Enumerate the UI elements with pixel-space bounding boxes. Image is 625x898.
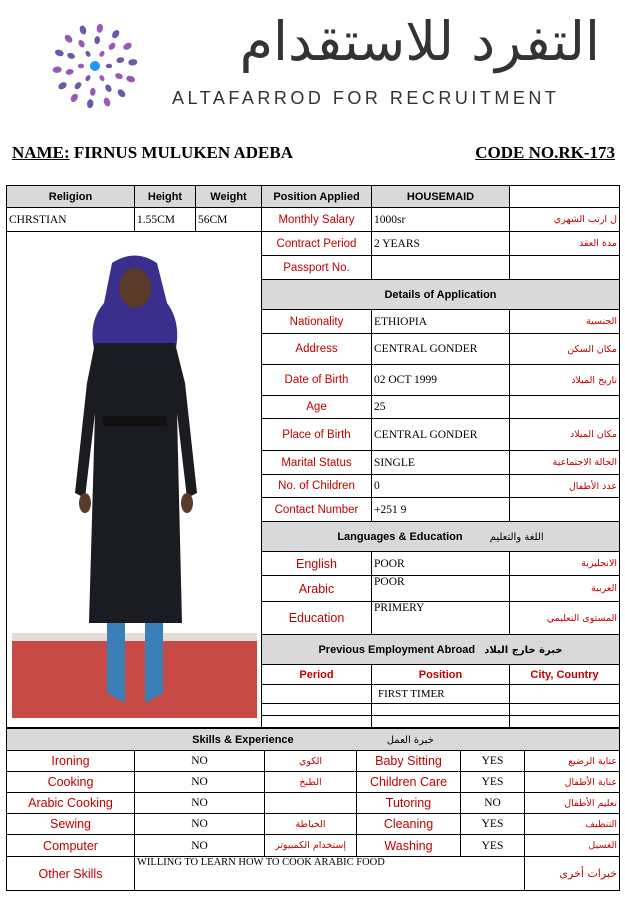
skill-value: NO [461,793,525,814]
skill-value: YES [461,835,525,857]
skill-arabic: عناية الرضيع [525,751,620,772]
skills-title-cell [7,729,620,751]
weight-value: 56CM [196,208,262,232]
employment-position-value: FIRST TIMER [372,685,510,704]
application-table [6,185,620,728]
logo-dot [73,81,82,91]
detail-label: No. of Children [262,475,372,498]
contract-label: Contract Period [262,232,372,256]
skill-arabic: عناية الأطفال [525,772,620,793]
logo-dot [77,39,86,49]
skill-value: NO [135,814,265,835]
detail-value: 0 [372,475,510,498]
skill-arabic: التنظيف [525,814,620,835]
language-value: POOR [372,576,510,602]
detail-label: Place of Birth [262,419,372,451]
logo-dot [116,88,127,99]
employment-title-arabic: خبرة خارج البلاد [484,644,563,656]
skills-title: Skills & Experience [192,733,294,746]
detail-label: Address [262,334,372,365]
contract-value: 2 YEARS [372,232,510,256]
skills-table [6,728,620,891]
education-arabic: المستوى التعليمي [510,602,620,635]
logo-dot [116,56,125,63]
skill-label: Tutoring [357,793,461,814]
detail-value: ETHIOPIA [372,310,510,334]
brand-arabic: التفرد للاستقدام [239,10,600,73]
detail-value: 25 [372,396,510,419]
logo-dot [94,36,100,44]
position-applied-value: HOUSEMAID [372,186,510,208]
employment-title-cell [262,635,620,665]
skill-arabic [265,793,357,814]
detail-arabic: عدد الأطفال [510,475,620,498]
height-header: Height [135,186,196,208]
logo-dot [69,92,79,103]
employment-empty [262,704,372,716]
details-title: Details of Application [262,280,620,310]
skill-label: Washing [357,835,461,857]
candidate-name-line [12,143,293,163]
skill-label: Ironing [7,751,135,772]
employment-empty [510,704,620,716]
detail-label: Contact Number [262,498,372,522]
skill-label: Cooking [7,772,135,793]
logo-dot [128,59,138,66]
skill-label: Baby Sitting [357,751,461,772]
language-label: Arabic [262,576,372,602]
employment-city-value [510,685,620,704]
skill-arabic: الخياطة [265,814,357,835]
logo-dot [52,66,62,73]
employment-empty [372,704,510,716]
weight-header: Weight [196,186,262,208]
employment-position-header: Position [372,665,510,685]
contract-arabic: مدة العقد [510,232,620,256]
contract-label: Monthly Salary [262,208,372,232]
other-skills-value: WILLING TO LEARN HOW TO COOK ARABIC FOOD [135,857,525,891]
education-value: PRIMERY [372,602,510,635]
employment-period-header: Period [262,665,372,685]
logo-dot [104,83,113,93]
skill-arabic: الكوي [265,751,357,772]
skill-value: NO [135,835,265,857]
logo-dot [98,50,105,58]
logo-dot [122,41,133,51]
languages-title-cell [262,522,620,552]
languages-title: Languages & Education [337,530,463,543]
logo-dot [63,33,74,44]
skill-label: Sewing [7,814,135,835]
position-applied-header: Position Applied [262,186,372,208]
logo-dot [111,29,121,40]
skill-label: Cleaning [357,814,461,835]
skill-arabic: الغسيل [525,835,620,857]
religion-value: CHRSTIAN [7,208,135,232]
detail-arabic: تاريخ الميلاد [510,365,620,396]
candidate-photo-image [7,233,262,723]
contract-value [372,256,510,280]
detail-value: 02 OCT 1999 [372,365,510,396]
skill-label: Arabic Cooking [7,793,135,814]
detail-arabic: الجنسية [510,310,620,334]
logo-dot [103,97,112,108]
detail-value: CENTRAL GONDER [372,419,510,451]
detail-value: +251 9 [372,498,510,522]
skill-value: NO [135,751,265,772]
skill-arabic: تعليم الأطفال [525,793,620,814]
skill-label: Children Care [357,772,461,793]
skill-value: NO [135,772,265,793]
logo-dot [66,52,76,60]
other-skills-arabic: خبرات أخرى [525,857,620,891]
contract-arabic [510,256,620,280]
height-value: 1.55CM [135,208,196,232]
detail-arabic [510,498,620,522]
employment-city-header: City, Country [510,665,620,685]
name-label: NAME: [12,143,70,162]
contract-value: 1000sr [372,208,510,232]
logo-dot [79,25,88,36]
logo-dot [98,74,105,82]
skill-arabic: إستخدام الكمبيوتر [265,835,357,857]
logo-dot [84,50,91,58]
employment-period-value [262,685,372,704]
logo-center-dot [90,61,100,71]
detail-value: CENTRAL GONDER [372,334,510,365]
logo-dot [57,81,68,91]
detail-label: Date of Birth [262,365,372,396]
candidate-name: FIRNUS MULUKEN ADEBA [73,143,293,162]
logo-dot [106,64,112,68]
language-arabic: الانجليزية [510,552,620,576]
candidate-photo [7,232,262,728]
detail-label: Age [262,396,372,419]
employment-empty [510,716,620,728]
logo-dot [125,75,136,84]
contract-arabic: ل ارتب الشهري [510,208,620,232]
circle-dots-logo [40,14,150,119]
languages-title-arabic: اللغة والتعليم [489,531,544,543]
empty-cell [510,186,620,208]
language-label: English [262,552,372,576]
detail-label: Nationality [262,310,372,334]
detail-value: SINGLE [372,451,510,475]
detail-arabic: مكان السكن [510,334,620,365]
skill-arabic: الطبخ [265,772,357,793]
skill-value: YES [461,814,525,835]
candidate-code: CODE NO.RK-173 [475,143,615,162]
employment-empty [372,716,510,728]
detail-arabic [510,396,620,419]
employment-title: Previous Employment Abroad [318,643,476,656]
logo-dot [114,72,124,80]
detail-arabic: الحالة الاجتماعية [510,451,620,475]
other-skills-label: Other Skills [7,857,135,891]
logo-dot [107,41,116,51]
skill-value: NO [135,793,265,814]
religion-header: Religion [7,186,135,208]
skill-value: YES [461,751,525,772]
detail-label: Marital Status [262,451,372,475]
logo-dot [54,48,65,57]
education-label: Education [262,602,372,635]
logo-dot [84,74,91,82]
logo-dot [78,64,84,68]
logo-dot [65,68,74,75]
logo-dot [87,99,94,109]
language-arabic: العربية [510,576,620,602]
employment-empty [262,716,372,728]
logo-dot [96,23,103,33]
language-value: POOR [372,552,510,576]
skill-label: Computer [7,835,135,857]
skill-value: YES [461,772,525,793]
skills-title-arabic: خبرة العمل [386,734,434,746]
logo-dot [90,88,96,96]
detail-arabic: مكان الميلاد [510,419,620,451]
header [0,0,625,125]
brand-english: ALTAFARROD FOR RECRUITMENT [172,88,560,108]
contract-label: Passport No. [262,256,372,280]
